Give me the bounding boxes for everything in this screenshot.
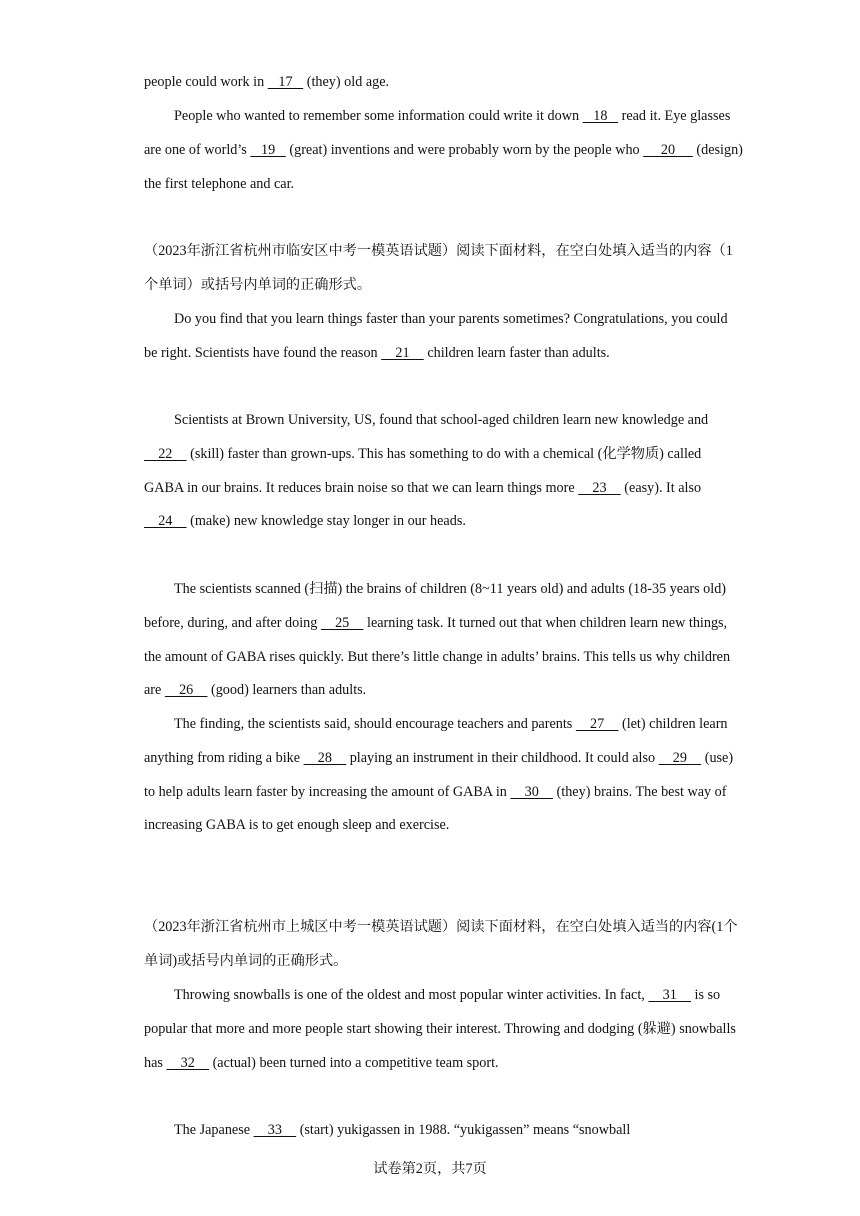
passage-text: Throwing snowballs is one of the oldest and most popular winter activities. In fact, [174,987,649,1003]
passage-text: (start) yukigassen in 1988. “yukigassen” means “snowball [296,1122,631,1138]
passage-text: The Japanese [174,1122,254,1138]
passage-text: （2023年浙江省杭州市临安区中考一模英语试题）阅读下面材料，在空白处填入适当的内容（1个单词）或括号内单词的正确形式。 [144,243,733,293]
passage-text: (good) learners than adults. [207,682,367,699]
passage-text: (let) children learn anything from riding a bike [144,716,728,766]
passage1-line-tail [144,66,744,100]
passage-text: (great) inventions and were probably worn by the people who [285,141,644,158]
answer-blank[interactable]: 26 [164,682,208,699]
section2-paragraph-1 [144,303,744,371]
answer-blank[interactable]: 21 [381,344,424,361]
answer-blank[interactable]: 18 [582,108,619,124]
answer-blank[interactable]: 20 [643,141,693,158]
passage-text: learning task. It turned out that when children learn new things, the amount of GABA rises quickly. But there’s little change in adults’ brains. This tells us why children are [144,614,731,699]
passage-text: (make) new knowledge stay longer in our heads. [186,513,466,530]
passage-text: (they) brains. The best way of increasing GABA is to get enough sleep and exercise. [144,783,727,834]
answer-blank[interactable]: 27 [575,716,619,732]
answer-blank[interactable]: 25 [320,614,364,631]
passage-text: is so popular that more and more people start showing their interest. Throwing and dodging (躲避) snowballs has [144,987,736,1071]
passage1-paragraph-18-20 [144,100,744,201]
passage-text: people could work in [144,74,268,90]
passage-text: (actual) been turned into a competitive team sport. [209,1054,499,1071]
passage-text: (use) to help adults learn faster by increasing the amount of GABA in [144,749,734,800]
passage-text: People who wanted to remember some information could write it down [174,108,583,124]
passage-text: The scientists scanned (扫描) the brains of children (8~11 years old) and adults (18-35 years old) before, during, and after doing [144,581,727,631]
section3-paragraph-2 [144,1114,744,1148]
section2-paragraph-4 [144,708,744,843]
answer-blank[interactable]: 31 [648,987,691,1003]
answer-blank[interactable]: 33 [253,1122,297,1138]
passage-text: The finding, the scientists said, should encourage teachers and parents [174,716,576,732]
passage-text: （2023年浙江省杭州市上城区中考一模英语试题）阅读下面材料，在空白处填入适当的内容(1个单词)或括号内单词的正确形式。 [144,919,738,969]
passage-text: children learn faster than adults. [423,344,610,361]
answer-blank[interactable]: 32 [166,1054,210,1071]
answer-blank[interactable]: 24 [144,513,187,530]
section2-paragraph-2 [144,404,744,539]
answer-blank[interactable]: 22 [144,445,187,462]
section3-paragraph-1 [144,979,744,1080]
passage-text: (easy). It also [620,479,702,496]
answer-blank[interactable]: 29 [658,749,702,766]
passage-text: Do you find that you learn things faster than your parents sometimes? Congratulations, you could be right. Scientists have found the reason [144,311,728,361]
section2-paragraph-3 [144,573,744,708]
passage-text: (design) the first telephone and car. [144,141,743,192]
answer-blank[interactable]: 28 [303,749,347,766]
answer-blank[interactable]: 23 [578,479,621,496]
passage-text: (they) old age. [303,74,390,90]
passage-text: read it. Eye glasses are one of world’s [144,108,731,158]
passage-text: playing an instrument in their childhood. It could also [346,749,659,766]
answer-blank[interactable]: 30 [510,783,553,800]
section3-header [144,911,744,979]
section2-header [144,235,744,303]
answer-blank[interactable]: 17 [267,74,304,90]
passage-text: Scientists at Brown University, US, found that school-aged children learn new knowledge and [174,412,709,428]
page-number-footer: 试卷第2页，共7页 [373,1161,487,1177]
answer-blank[interactable]: 19 [250,141,286,158]
passage-text: (skill) faster than grown-ups. This has something to do with a chemical (化学物质) called GABA in our brains. It reduces brain noise so that we can learn things more [144,445,702,496]
